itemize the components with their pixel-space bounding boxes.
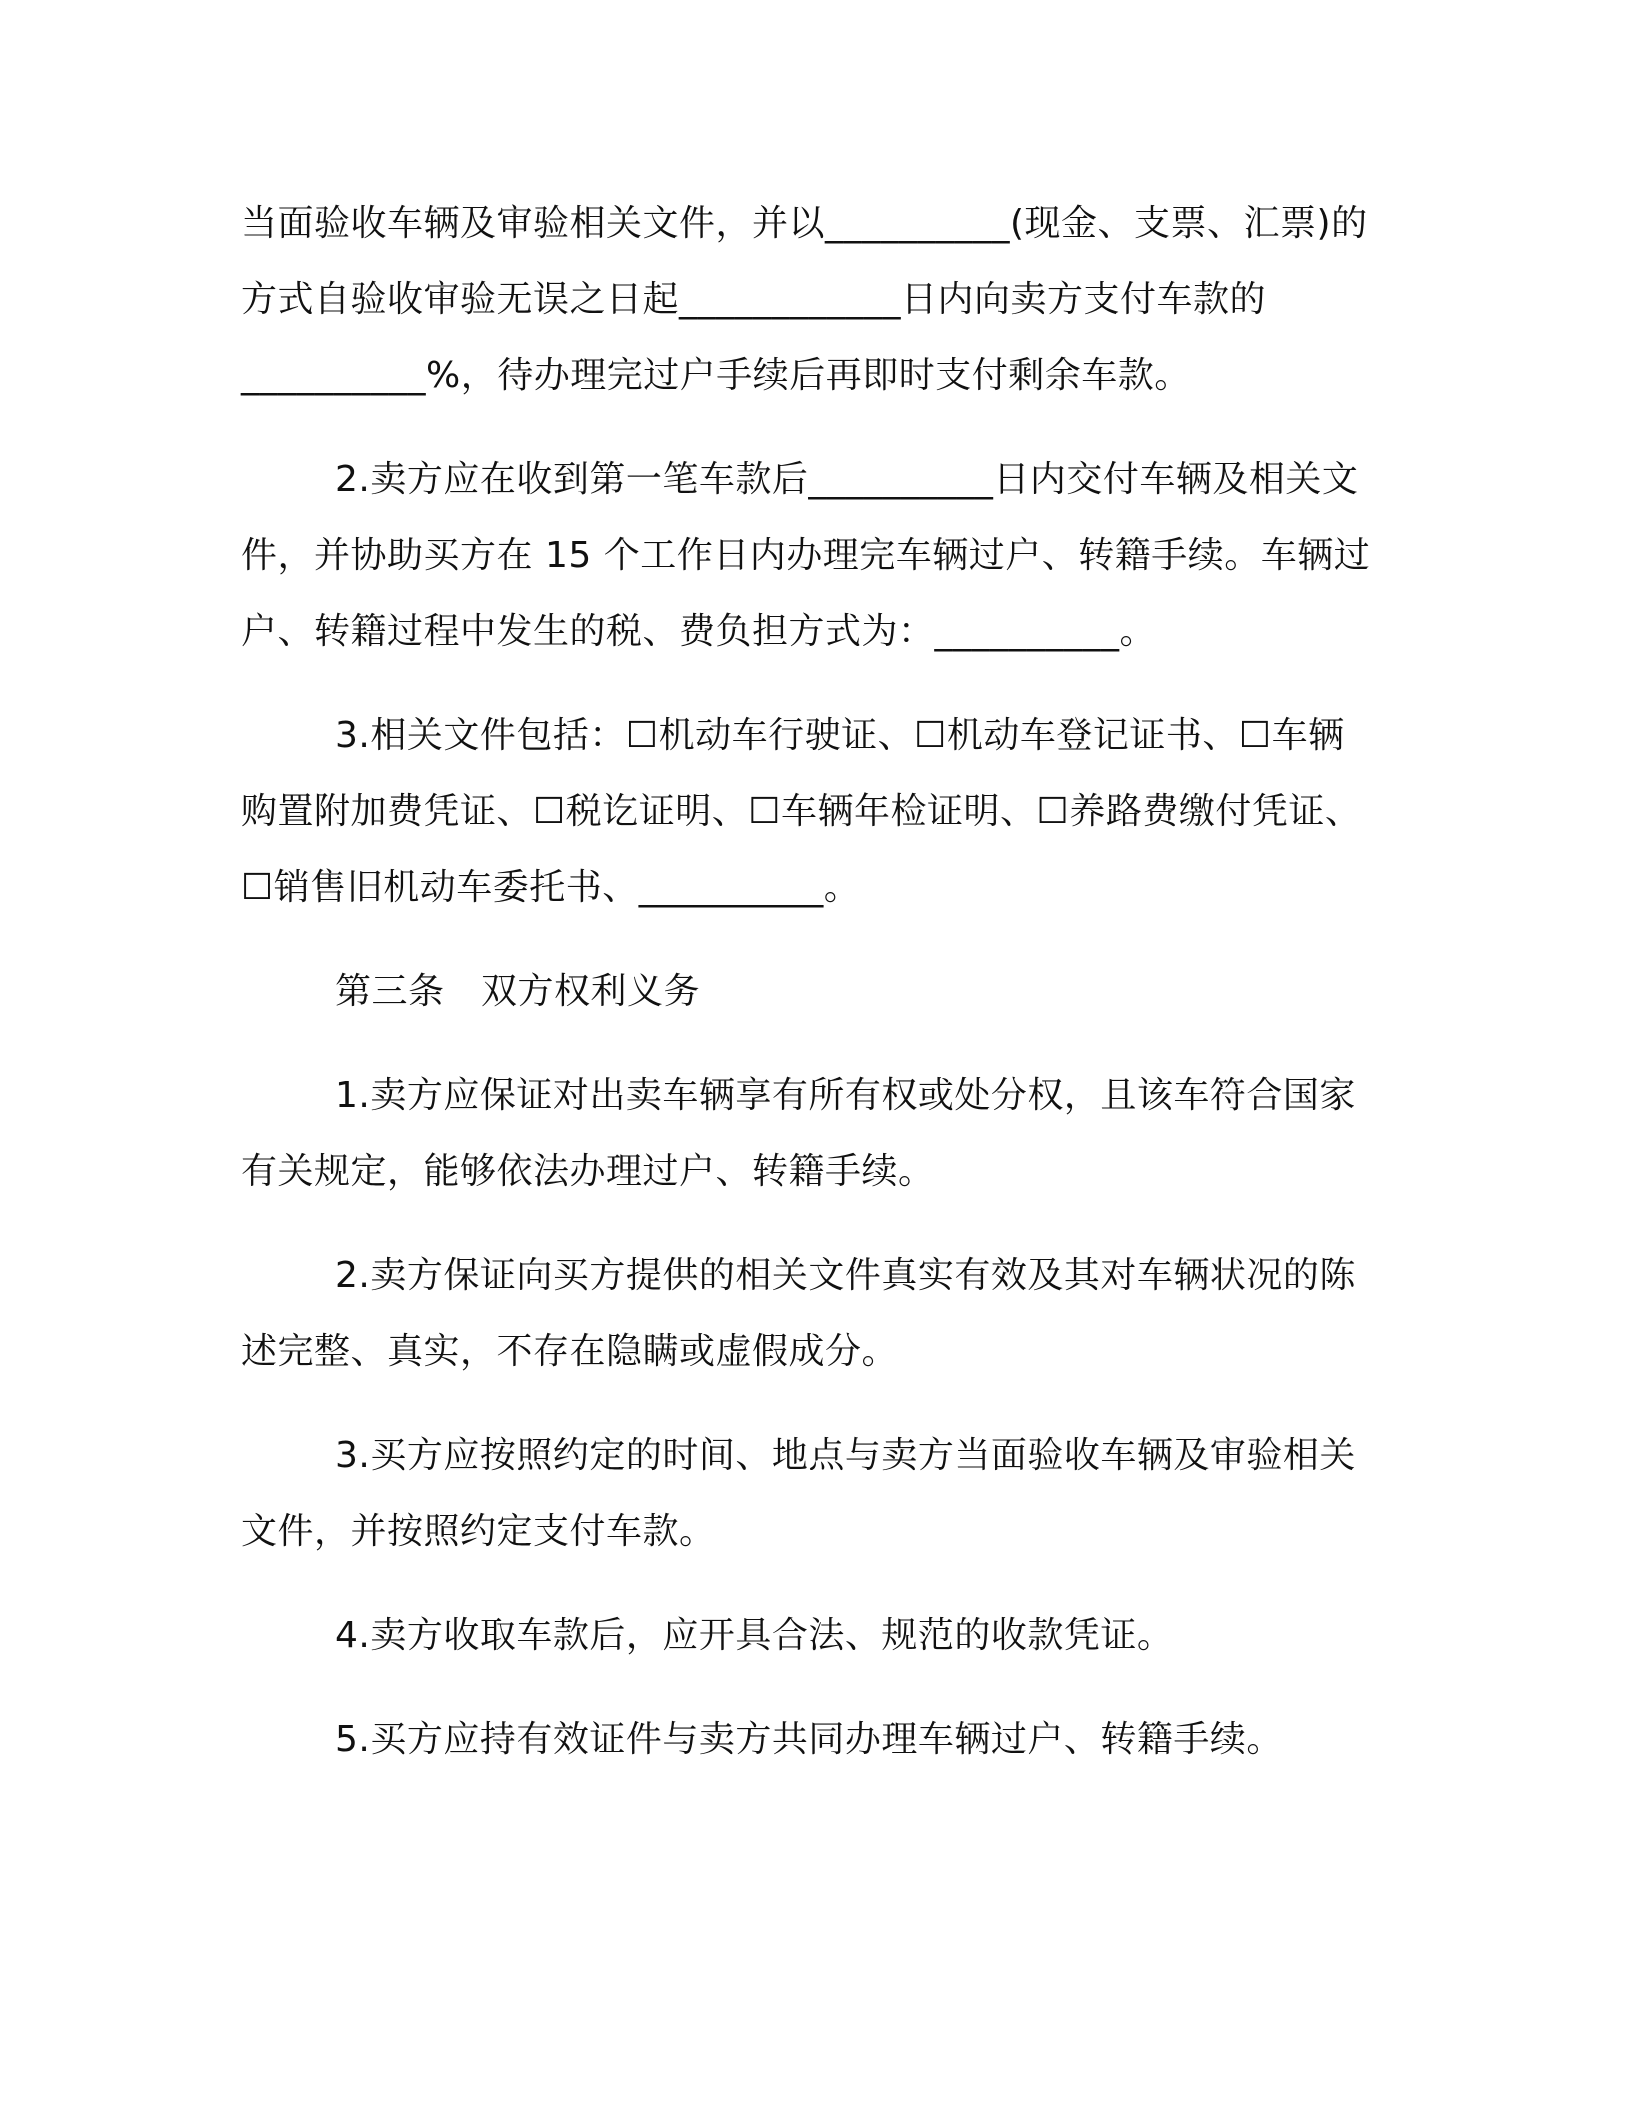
article-heading: 第三条 双方权利义务: [335, 971, 701, 1012]
text-line: 文件，并按照约定支付车款。: [241, 1511, 716, 1552]
text-line: 3.买方应按照约定的时间、地点与卖方当面验收车辆及审验相关: [335, 1435, 1356, 1476]
text-line: 件，并协助买方在 15 个工作日内办理完车辆过户、转籍手续。车辆过: [241, 535, 1371, 576]
text-line: 有关规定，能够依法办理过户、转籍手续。: [241, 1151, 935, 1192]
text-line: 购置附加费凭证、☐税讫证明、☐车辆年检证明、☐养路费缴付凭证、: [241, 791, 1362, 832]
obligation-paragraph: [241, 1702, 1391, 1778]
text-line: 方式自验收审验无误之日起____________日内向卖方支付车款的: [241, 279, 1267, 320]
text-line: 1.卖方应保证对出卖车辆享有所有权或处分权，且该车符合国家: [335, 1075, 1356, 1116]
text-line: 5.买方应持有效证件与卖方共同办理车辆过户、转籍手续。: [335, 1719, 1283, 1760]
delivery-clause-paragraph: [241, 442, 1391, 670]
related-documents-paragraph: [241, 698, 1391, 926]
payment-clause-paragraph: [241, 186, 1391, 414]
text-line: 3.相关文件包括：☐机动车行驶证、☐机动车登记证书、☐车辆: [335, 715, 1345, 756]
text-line: 2.卖方保证向买方提供的相关文件真实有效及其对车辆状况的陈: [335, 1255, 1356, 1296]
text-line: ☐销售旧机动车委托书、__________。: [241, 867, 861, 908]
obligation-paragraph: [241, 1418, 1391, 1570]
document-body: [241, 186, 1391, 1806]
text-line: 当面验收车辆及审验相关文件，并以__________(现金、支票、汇票)的: [241, 203, 1368, 244]
text-line: __________%，待办理完过户手续后再即时支付剩余车款。: [241, 355, 1191, 396]
text-line: 户、转籍过程中发生的税、费负担方式为：__________。: [241, 611, 1157, 652]
text-line: 2.卖方应在收到第一笔车款后__________日内交付车辆及相关文: [335, 459, 1359, 500]
obligation-paragraph: [241, 1238, 1391, 1390]
text-line: 4.卖方收取车款后，应开具合法、规范的收款凭证。: [335, 1615, 1174, 1656]
obligation-paragraph: [241, 1598, 1391, 1674]
obligation-paragraph: [241, 1058, 1391, 1210]
text-line: 述完整、真实，不存在隐瞒或虚假成分。: [241, 1331, 899, 1372]
